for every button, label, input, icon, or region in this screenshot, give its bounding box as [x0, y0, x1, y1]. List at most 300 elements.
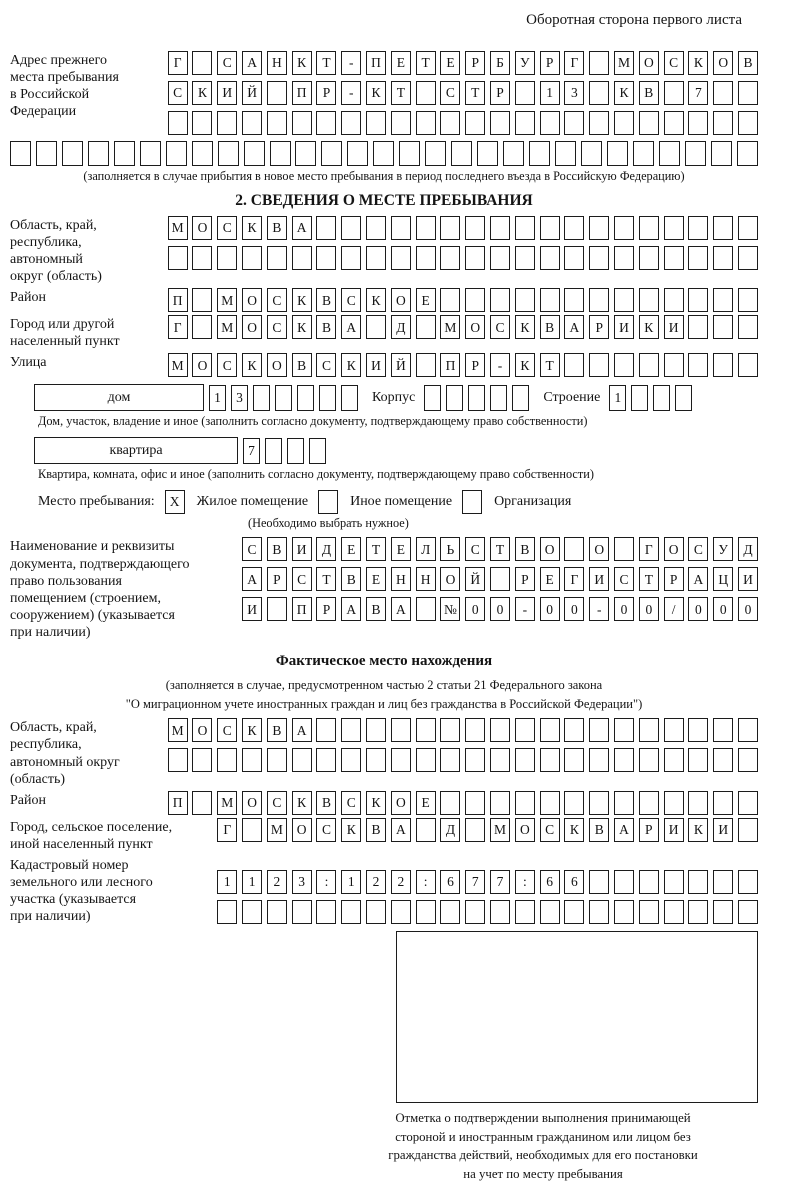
- char-cell[interactable]: П: [292, 81, 312, 105]
- char-cell[interactable]: [664, 246, 684, 270]
- char-cell[interactable]: :: [316, 870, 336, 894]
- char-cell[interactable]: [607, 141, 628, 166]
- char-cell[interactable]: 0: [564, 597, 584, 621]
- char-cell[interactable]: [540, 748, 560, 772]
- char-cell[interactable]: [341, 385, 358, 411]
- char-cell[interactable]: -: [341, 51, 361, 75]
- char-cell[interactable]: 2: [391, 870, 411, 894]
- char-cell[interactable]: [316, 900, 336, 924]
- char-cell[interactable]: Й: [391, 353, 411, 377]
- char-cell[interactable]: С: [614, 567, 634, 591]
- char-cell[interactable]: [589, 870, 609, 894]
- char-cell[interactable]: [589, 718, 609, 742]
- char-cell[interactable]: [292, 748, 312, 772]
- char-cell[interactable]: [515, 900, 535, 924]
- char-cell[interactable]: [564, 537, 584, 561]
- other-premises-checkbox[interactable]: [318, 490, 338, 514]
- char-cell[interactable]: К: [515, 353, 535, 377]
- char-cell[interactable]: [614, 111, 634, 135]
- char-cell[interactable]: [738, 818, 758, 842]
- char-cell[interactable]: [440, 246, 460, 270]
- char-cell[interactable]: [297, 385, 314, 411]
- char-cell[interactable]: [664, 288, 684, 312]
- char-cell[interactable]: С: [217, 216, 237, 240]
- char-cell[interactable]: [589, 900, 609, 924]
- char-cell[interactable]: Е: [440, 51, 460, 75]
- char-cell[interactable]: А: [688, 567, 708, 591]
- char-cell[interactable]: С: [168, 81, 188, 105]
- char-cell[interactable]: [614, 216, 634, 240]
- char-cell[interactable]: [465, 900, 485, 924]
- char-cell[interactable]: [416, 111, 436, 135]
- char-cell[interactable]: [319, 385, 336, 411]
- char-cell[interactable]: [217, 111, 237, 135]
- char-cell[interactable]: М: [168, 353, 188, 377]
- char-cell[interactable]: [664, 216, 684, 240]
- char-cell[interactable]: [242, 818, 262, 842]
- char-cell[interactable]: [424, 385, 441, 411]
- char-cell[interactable]: [564, 718, 584, 742]
- char-cell[interactable]: [267, 81, 287, 105]
- char-cell[interactable]: [465, 791, 485, 815]
- char-cell[interactable]: П: [366, 51, 386, 75]
- char-cell[interactable]: Д: [316, 537, 336, 561]
- char-cell[interactable]: 6: [564, 870, 584, 894]
- char-cell[interactable]: Р: [639, 818, 659, 842]
- char-cell[interactable]: М: [440, 315, 460, 339]
- char-cell[interactable]: 6: [540, 870, 560, 894]
- char-cell[interactable]: -: [341, 81, 361, 105]
- char-cell[interactable]: [36, 141, 57, 166]
- char-cell[interactable]: [564, 111, 584, 135]
- char-cell[interactable]: А: [564, 315, 584, 339]
- char-cell[interactable]: [738, 246, 758, 270]
- char-cell[interactable]: [242, 111, 262, 135]
- char-cell[interactable]: [440, 900, 460, 924]
- char-cell[interactable]: [688, 315, 708, 339]
- char-cell[interactable]: Т: [465, 81, 485, 105]
- char-cell[interactable]: [341, 748, 361, 772]
- char-cell[interactable]: [490, 385, 507, 411]
- char-cell[interactable]: М: [217, 315, 237, 339]
- char-cell[interactable]: [341, 111, 361, 135]
- char-cell[interactable]: А: [341, 597, 361, 621]
- char-cell[interactable]: [217, 748, 237, 772]
- char-cell[interactable]: [540, 718, 560, 742]
- organization-checkbox[interactable]: [462, 490, 482, 514]
- char-cell[interactable]: М: [267, 818, 287, 842]
- char-cell[interactable]: [218, 141, 239, 166]
- char-cell[interactable]: [242, 900, 262, 924]
- char-cell[interactable]: С: [267, 315, 287, 339]
- char-cell[interactable]: [366, 111, 386, 135]
- char-cell[interactable]: [738, 718, 758, 742]
- char-cell[interactable]: Ц: [713, 567, 733, 591]
- char-cell[interactable]: 7: [465, 870, 485, 894]
- char-cell[interactable]: О: [267, 353, 287, 377]
- char-cell[interactable]: [713, 353, 733, 377]
- char-cell[interactable]: [242, 748, 262, 772]
- char-cell[interactable]: [391, 111, 411, 135]
- char-cell[interactable]: [366, 315, 386, 339]
- char-cell[interactable]: Т: [540, 353, 560, 377]
- char-cell[interactable]: [659, 141, 680, 166]
- char-cell[interactable]: [192, 791, 212, 815]
- char-cell[interactable]: Р: [490, 81, 510, 105]
- char-cell[interactable]: Т: [316, 51, 336, 75]
- char-cell[interactable]: [309, 438, 326, 464]
- char-cell[interactable]: 0: [738, 597, 758, 621]
- char-cell[interactable]: [267, 597, 287, 621]
- char-cell[interactable]: [614, 353, 634, 377]
- char-cell[interactable]: [540, 900, 560, 924]
- char-cell[interactable]: [713, 791, 733, 815]
- char-cell[interactable]: [685, 141, 706, 166]
- char-cell[interactable]: В: [316, 288, 336, 312]
- char-cell[interactable]: М: [168, 216, 188, 240]
- char-cell[interactable]: [589, 246, 609, 270]
- char-cell[interactable]: [614, 718, 634, 742]
- char-cell[interactable]: [688, 718, 708, 742]
- char-cell[interactable]: Е: [540, 567, 560, 591]
- char-cell[interactable]: [639, 791, 659, 815]
- char-cell[interactable]: [373, 141, 394, 166]
- char-cell[interactable]: [738, 216, 758, 240]
- char-cell[interactable]: [633, 141, 654, 166]
- char-cell[interactable]: Р: [316, 597, 336, 621]
- char-cell[interactable]: Е: [341, 537, 361, 561]
- char-cell[interactable]: К: [242, 216, 262, 240]
- char-cell[interactable]: [589, 748, 609, 772]
- char-cell[interactable]: А: [391, 597, 411, 621]
- char-cell[interactable]: [713, 216, 733, 240]
- char-cell[interactable]: -: [490, 353, 510, 377]
- char-cell[interactable]: [399, 141, 420, 166]
- char-cell[interactable]: [639, 748, 659, 772]
- char-cell[interactable]: [738, 353, 758, 377]
- char-cell[interactable]: [275, 385, 292, 411]
- char-cell[interactable]: Е: [416, 791, 436, 815]
- char-cell[interactable]: [465, 818, 485, 842]
- char-cell[interactable]: [688, 288, 708, 312]
- char-cell[interactable]: П: [440, 353, 460, 377]
- char-cell[interactable]: [490, 791, 510, 815]
- char-cell[interactable]: 1: [242, 870, 262, 894]
- char-cell[interactable]: [316, 718, 336, 742]
- char-cell[interactable]: [737, 141, 758, 166]
- char-cell[interactable]: [316, 246, 336, 270]
- char-cell[interactable]: 1: [217, 870, 237, 894]
- char-cell[interactable]: [451, 141, 472, 166]
- char-cell[interactable]: [292, 246, 312, 270]
- char-cell[interactable]: 1: [209, 385, 226, 411]
- char-cell[interactable]: 0: [688, 597, 708, 621]
- char-cell[interactable]: [738, 288, 758, 312]
- char-cell[interactable]: Б: [490, 51, 510, 75]
- char-cell[interactable]: [267, 900, 287, 924]
- char-cell[interactable]: [664, 900, 684, 924]
- char-cell[interactable]: [713, 718, 733, 742]
- char-cell[interactable]: [366, 748, 386, 772]
- char-cell[interactable]: [581, 141, 602, 166]
- char-cell[interactable]: [62, 141, 83, 166]
- char-cell[interactable]: [688, 246, 708, 270]
- char-cell[interactable]: [490, 567, 510, 591]
- char-cell[interactable]: [564, 216, 584, 240]
- char-cell[interactable]: Д: [440, 818, 460, 842]
- char-cell[interactable]: [244, 141, 265, 166]
- char-cell[interactable]: О: [242, 791, 262, 815]
- char-cell[interactable]: К: [292, 51, 312, 75]
- char-cell[interactable]: В: [267, 537, 287, 561]
- char-cell[interactable]: [515, 791, 535, 815]
- char-cell[interactable]: В: [366, 597, 386, 621]
- char-cell[interactable]: О: [664, 537, 684, 561]
- char-cell[interactable]: [738, 748, 758, 772]
- char-cell[interactable]: [589, 353, 609, 377]
- char-cell[interactable]: Р: [465, 353, 485, 377]
- char-cell[interactable]: [564, 353, 584, 377]
- char-cell[interactable]: 3: [292, 870, 312, 894]
- char-cell[interactable]: Г: [168, 51, 188, 75]
- char-cell[interactable]: [664, 718, 684, 742]
- char-cell[interactable]: [88, 141, 109, 166]
- char-cell[interactable]: /: [664, 597, 684, 621]
- char-cell[interactable]: :: [515, 870, 535, 894]
- char-cell[interactable]: Р: [540, 51, 560, 75]
- char-cell[interactable]: [614, 791, 634, 815]
- char-cell[interactable]: К: [688, 818, 708, 842]
- char-cell[interactable]: П: [168, 791, 188, 815]
- char-cell[interactable]: [416, 353, 436, 377]
- char-cell[interactable]: [639, 900, 659, 924]
- char-cell[interactable]: А: [341, 315, 361, 339]
- char-cell[interactable]: И: [292, 537, 312, 561]
- char-cell[interactable]: [614, 246, 634, 270]
- char-cell[interactable]: М: [217, 288, 237, 312]
- char-cell[interactable]: И: [242, 597, 262, 621]
- char-cell[interactable]: С: [440, 81, 460, 105]
- char-cell[interactable]: В: [267, 718, 287, 742]
- char-cell[interactable]: 1: [609, 385, 626, 411]
- char-cell[interactable]: К: [515, 315, 535, 339]
- char-cell[interactable]: [192, 246, 212, 270]
- char-cell[interactable]: О: [515, 818, 535, 842]
- char-cell[interactable]: Н: [391, 567, 411, 591]
- char-cell[interactable]: [639, 111, 659, 135]
- char-cell[interactable]: К: [366, 288, 386, 312]
- char-cell[interactable]: [540, 111, 560, 135]
- char-cell[interactable]: И: [713, 818, 733, 842]
- char-cell[interactable]: М: [490, 818, 510, 842]
- char-cell[interactable]: [713, 81, 733, 105]
- char-cell[interactable]: [465, 748, 485, 772]
- char-cell[interactable]: [540, 288, 560, 312]
- char-cell[interactable]: К: [192, 81, 212, 105]
- char-cell[interactable]: [242, 246, 262, 270]
- char-cell[interactable]: [515, 246, 535, 270]
- char-cell[interactable]: [564, 748, 584, 772]
- char-cell[interactable]: [664, 111, 684, 135]
- char-cell[interactable]: У: [713, 537, 733, 561]
- char-cell[interactable]: [713, 900, 733, 924]
- char-cell[interactable]: [564, 246, 584, 270]
- char-cell[interactable]: О: [391, 288, 411, 312]
- char-cell[interactable]: [589, 288, 609, 312]
- char-cell[interactable]: [465, 718, 485, 742]
- char-cell[interactable]: [270, 141, 291, 166]
- char-cell[interactable]: Й: [465, 567, 485, 591]
- char-cell[interactable]: [738, 81, 758, 105]
- char-cell[interactable]: [639, 353, 659, 377]
- char-cell[interactable]: Е: [391, 537, 411, 561]
- char-cell[interactable]: [589, 791, 609, 815]
- char-cell[interactable]: В: [589, 818, 609, 842]
- char-cell[interactable]: [465, 216, 485, 240]
- char-cell[interactable]: [688, 870, 708, 894]
- char-cell[interactable]: [738, 315, 758, 339]
- char-cell[interactable]: [321, 141, 342, 166]
- char-cell[interactable]: [653, 385, 670, 411]
- char-cell[interactable]: О: [589, 537, 609, 561]
- char-cell[interactable]: Р: [316, 81, 336, 105]
- char-cell[interactable]: Т: [416, 51, 436, 75]
- char-cell[interactable]: Г: [564, 567, 584, 591]
- char-cell[interactable]: С: [465, 537, 485, 561]
- char-cell[interactable]: Н: [267, 51, 287, 75]
- char-cell[interactable]: Т: [490, 537, 510, 561]
- char-cell[interactable]: [253, 385, 270, 411]
- char-cell[interactable]: [192, 315, 212, 339]
- char-cell[interactable]: [515, 216, 535, 240]
- char-cell[interactable]: [440, 791, 460, 815]
- char-cell[interactable]: О: [242, 315, 262, 339]
- char-cell[interactable]: Р: [515, 567, 535, 591]
- char-cell[interactable]: И: [614, 315, 634, 339]
- char-cell[interactable]: [688, 111, 708, 135]
- char-cell[interactable]: [512, 385, 529, 411]
- char-cell[interactable]: [490, 111, 510, 135]
- char-cell[interactable]: [614, 748, 634, 772]
- char-cell[interactable]: О: [192, 353, 212, 377]
- char-cell[interactable]: [192, 111, 212, 135]
- char-cell[interactable]: [440, 216, 460, 240]
- char-cell[interactable]: [477, 141, 498, 166]
- char-cell[interactable]: С: [341, 791, 361, 815]
- char-cell[interactable]: [688, 216, 708, 240]
- char-cell[interactable]: [738, 111, 758, 135]
- char-cell[interactable]: Р: [664, 567, 684, 591]
- char-cell[interactable]: -: [589, 597, 609, 621]
- char-cell[interactable]: [267, 748, 287, 772]
- char-cell[interactable]: [440, 718, 460, 742]
- char-cell[interactable]: К: [242, 353, 262, 377]
- char-cell[interactable]: [490, 748, 510, 772]
- char-cell[interactable]: О: [440, 567, 460, 591]
- char-cell[interactable]: [688, 900, 708, 924]
- char-cell[interactable]: [416, 718, 436, 742]
- char-cell[interactable]: И: [217, 81, 237, 105]
- char-cell[interactable]: [688, 353, 708, 377]
- char-cell[interactable]: [440, 288, 460, 312]
- char-cell[interactable]: [465, 288, 485, 312]
- char-cell[interactable]: [540, 216, 560, 240]
- char-cell[interactable]: В: [316, 791, 336, 815]
- char-cell[interactable]: С: [688, 537, 708, 561]
- char-cell[interactable]: [292, 900, 312, 924]
- char-cell[interactable]: [366, 900, 386, 924]
- char-cell[interactable]: С: [217, 718, 237, 742]
- char-cell[interactable]: [192, 141, 213, 166]
- char-cell[interactable]: 1: [341, 870, 361, 894]
- char-cell[interactable]: Д: [738, 537, 758, 561]
- char-cell[interactable]: О: [465, 315, 485, 339]
- char-cell[interactable]: К: [341, 818, 361, 842]
- char-cell[interactable]: [664, 748, 684, 772]
- char-cell[interactable]: [564, 900, 584, 924]
- char-cell[interactable]: Т: [639, 567, 659, 591]
- char-cell[interactable]: К: [688, 51, 708, 75]
- char-cell[interactable]: [738, 870, 758, 894]
- char-cell[interactable]: С: [267, 288, 287, 312]
- char-cell[interactable]: [490, 246, 510, 270]
- char-cell[interactable]: С: [217, 51, 237, 75]
- char-cell[interactable]: [416, 597, 436, 621]
- char-cell[interactable]: [515, 111, 535, 135]
- char-cell[interactable]: Г: [564, 51, 584, 75]
- char-cell[interactable]: К: [292, 315, 312, 339]
- char-cell[interactable]: [192, 288, 212, 312]
- char-cell[interactable]: [267, 111, 287, 135]
- char-cell[interactable]: В: [292, 353, 312, 377]
- char-cell[interactable]: [614, 900, 634, 924]
- char-cell[interactable]: Р: [589, 315, 609, 339]
- char-cell[interactable]: [267, 246, 287, 270]
- char-cell[interactable]: В: [540, 315, 560, 339]
- char-cell[interactable]: Т: [366, 537, 386, 561]
- char-cell[interactable]: [347, 141, 368, 166]
- char-cell[interactable]: [688, 791, 708, 815]
- char-cell[interactable]: [366, 246, 386, 270]
- char-cell[interactable]: [564, 288, 584, 312]
- char-cell[interactable]: [265, 438, 282, 464]
- char-cell[interactable]: [168, 111, 188, 135]
- char-cell[interactable]: С: [242, 537, 262, 561]
- char-cell[interactable]: 2: [366, 870, 386, 894]
- char-cell[interactable]: [168, 748, 188, 772]
- char-cell[interactable]: [316, 748, 336, 772]
- char-cell[interactable]: П: [168, 288, 188, 312]
- char-cell[interactable]: 0: [614, 597, 634, 621]
- char-cell[interactable]: 0: [639, 597, 659, 621]
- char-cell[interactable]: №: [440, 597, 460, 621]
- char-cell[interactable]: [738, 791, 758, 815]
- char-cell[interactable]: [515, 718, 535, 742]
- char-cell[interactable]: Ь: [440, 537, 460, 561]
- char-cell[interactable]: [416, 246, 436, 270]
- char-cell[interactable]: С: [316, 353, 336, 377]
- char-cell[interactable]: С: [490, 315, 510, 339]
- char-cell[interactable]: [614, 870, 634, 894]
- char-cell[interactable]: Й: [242, 81, 262, 105]
- char-cell[interactable]: [166, 141, 187, 166]
- char-cell[interactable]: К: [242, 718, 262, 742]
- char-cell[interactable]: [316, 216, 336, 240]
- char-cell[interactable]: К: [341, 353, 361, 377]
- char-cell[interactable]: [391, 216, 411, 240]
- char-cell[interactable]: И: [366, 353, 386, 377]
- char-cell[interactable]: Т: [391, 81, 411, 105]
